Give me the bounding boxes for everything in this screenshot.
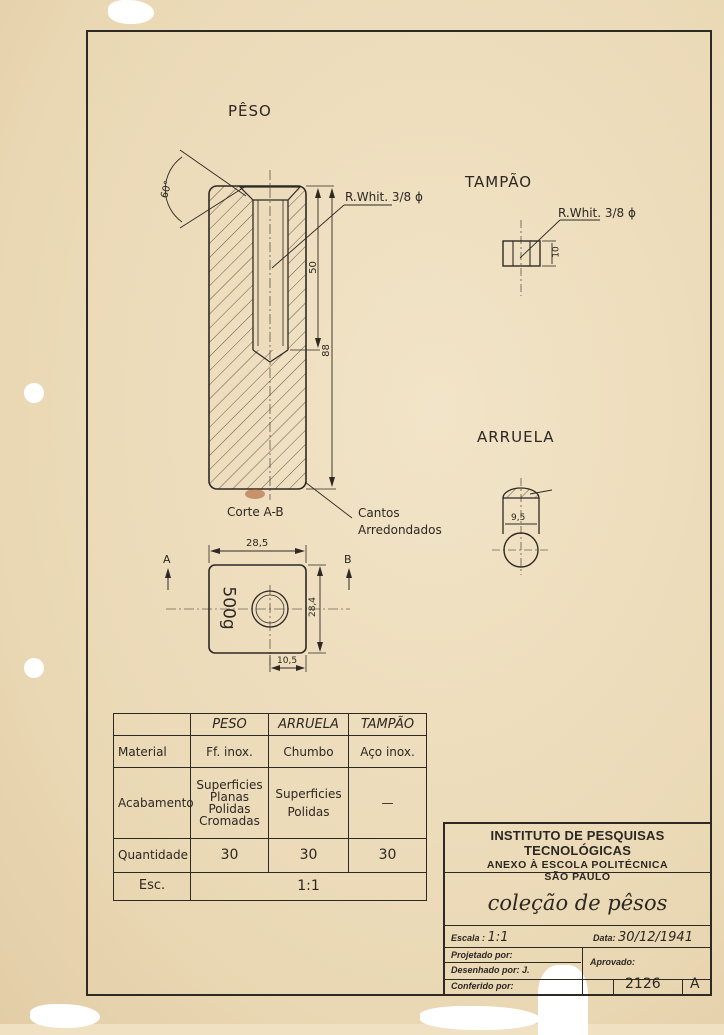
spec-row-material	[114, 736, 427, 768]
spec-header-blank	[114, 714, 191, 736]
title-block-vdivider	[613, 979, 614, 995]
tampao-view	[503, 220, 600, 296]
cantos-label: Cantos	[358, 506, 400, 520]
drawing-title: coleção de pêsos	[445, 873, 710, 926]
spec-label: Quantidade	[114, 838, 191, 872]
spec-label: Acabamento	[114, 768, 191, 838]
arruela-view	[492, 478, 552, 575]
spec-header-arruela: ARRUELA	[269, 714, 349, 736]
drawing-number: 2126	[625, 976, 661, 992]
spec-line: Planas	[209, 789, 250, 804]
spec-cell: 30	[191, 838, 269, 872]
spec-line: Cromadas	[199, 813, 260, 828]
dim-10-5: 10,5	[277, 656, 298, 666]
spec-cell: Ff. inox.	[191, 736, 269, 768]
approved-label: Aprovado:	[590, 957, 635, 967]
tampao-title: TAMPÃO	[465, 173, 533, 191]
section-mark-a: A	[163, 553, 171, 566]
title-block-divider	[445, 979, 710, 980]
spec-label: Esc.	[114, 872, 191, 900]
date-label: Data:	[593, 933, 616, 943]
spec-cell: Chumbo	[269, 736, 349, 768]
thread-label-tampao: R.Whit. 3/8 ϕ	[558, 206, 636, 220]
spec-cell: Aço inox.	[349, 736, 427, 768]
title-block-vdivider	[582, 947, 583, 995]
section-mark-b: B	[344, 553, 352, 566]
spec-row-quantidade	[114, 838, 427, 872]
arredondados-label: Arredondados	[358, 523, 442, 537]
spec-cell	[269, 768, 349, 838]
peso-top-view	[165, 545, 352, 672]
spec-header-tampao: TAMPÃO	[349, 714, 427, 736]
angle-label: 60°	[159, 179, 175, 200]
scale-value: 1:1	[487, 930, 509, 945]
institute-name: INSTITUTO DE PESQUISAS TECNOLÓGICAS	[490, 828, 665, 858]
spec-header-row	[114, 714, 427, 736]
spec-line: Superficies	[275, 786, 342, 801]
spec-row-scale	[114, 872, 427, 900]
spec-cell: —	[349, 768, 427, 838]
dim-88: 88	[320, 344, 332, 357]
spec-line: Polidas	[287, 804, 330, 819]
dim-28-5: 28,5	[246, 538, 269, 549]
section-label: Corte A-B	[227, 505, 284, 519]
spec-label: Material	[114, 736, 191, 768]
title-block-vdivider	[682, 979, 683, 995]
spec-table	[113, 713, 427, 901]
dim-9-5: 9,5	[511, 513, 526, 523]
projected-label: Projetado por:	[451, 950, 513, 960]
institute-header	[445, 824, 710, 883]
peso-title: PÊSO	[228, 102, 272, 120]
dim-10: 10	[551, 246, 562, 258]
revision-letter: A	[690, 976, 700, 992]
spec-cell	[191, 768, 269, 838]
arruela-title: ARRUELA	[477, 428, 555, 446]
dim-50: 50	[307, 261, 319, 274]
spec-line: Polidas	[208, 801, 251, 816]
weight-mark: 500g	[218, 586, 239, 630]
title-block	[443, 822, 712, 996]
spec-cell: 30	[269, 838, 349, 872]
spec-row-acabamento	[114, 768, 427, 838]
title-block-divider	[445, 962, 581, 963]
spec-line: Superficies	[196, 777, 263, 792]
institute-annex: ANEXO À ESCOLA POLITÉCNICA	[486, 859, 669, 871]
spec-scale-value: 1:1	[191, 872, 427, 900]
peso-section-view	[165, 150, 392, 518]
scale-row	[451, 930, 508, 945]
date-value: 30/12/1941	[618, 930, 693, 945]
thread-label-peso: R.Whit. 3/8 ϕ	[345, 190, 423, 204]
date-row	[593, 930, 693, 945]
dim-28-4: 28,4	[308, 596, 319, 618]
spec-header-peso: PESO	[191, 714, 269, 736]
spec-cell: 30	[349, 838, 427, 872]
scale-label: Escala :	[451, 933, 486, 943]
institute-city: SÃO PAULO	[544, 871, 611, 883]
drawn-label: Desenhado por: J.	[451, 965, 530, 975]
title-block-divider	[445, 947, 710, 948]
checked-label: Conferido por:	[451, 981, 514, 991]
